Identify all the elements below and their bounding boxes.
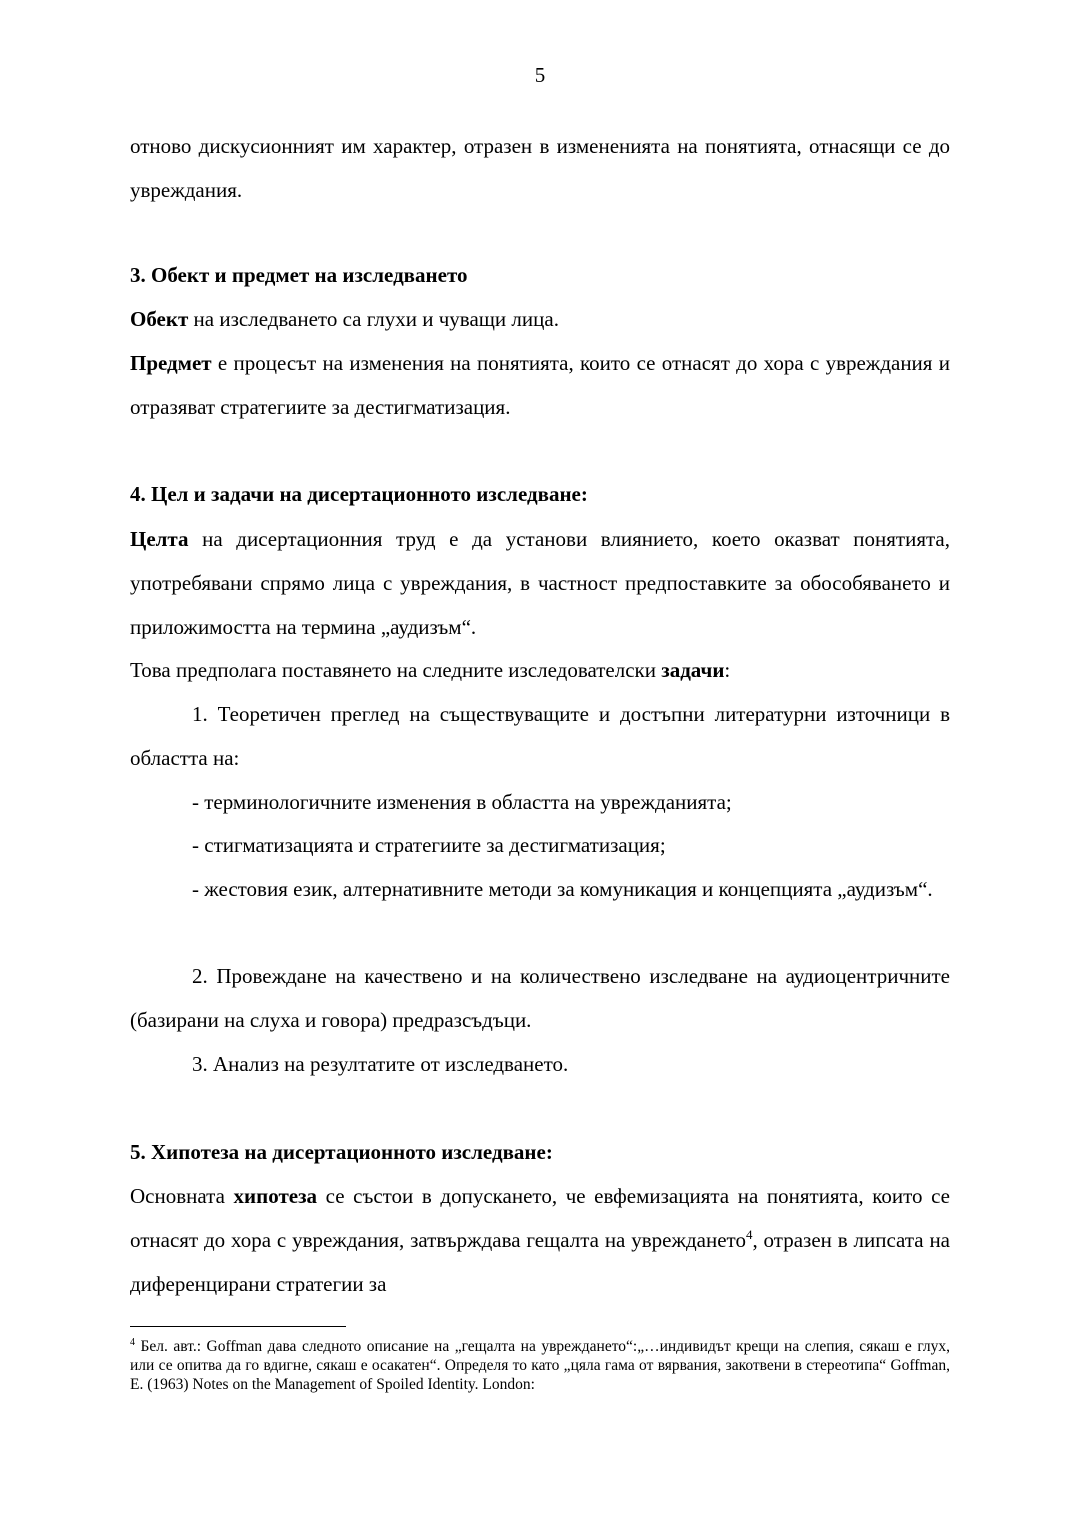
footnote-reference: 4: [745, 1227, 753, 1242]
goal-paragraph: [130, 517, 950, 649]
footnote-separator: [130, 1326, 346, 1327]
hypothesis-paragraph: [130, 1174, 950, 1306]
section-3-heading: 3. Обект и предмет на изследването: [130, 263, 468, 287]
subject-label: Предмет: [130, 351, 212, 375]
footnote-text: Бел. авт.: Goffman дава следното описание на „гещалта на увреждането“:„…индивидът крещи на слепия, сякаш е глух, или се опитва да го вдигне, сякаш е осакатен“. Определя то като „цяла гама от вярвания, закотвени в стереотипа“ Goffman, E. (1963) Notes on the Management of Spoiled Identity. London:: [130, 1338, 950, 1393]
subject-paragraph: [130, 341, 950, 429]
page-number: 5: [534, 63, 546, 87]
hypothesis-text: се състои в допускането, че евфемизацията на понятията, които се отнасят до хора с увреждания, затвърждава гещалта на увреждането: [130, 1184, 950, 1252]
section-4-heading: 4. Цел и задачи на дисертационното изследване:: [130, 482, 588, 506]
hypothesis-text-start: Основната: [130, 1184, 234, 1208]
task-2: 2. Провеждане на качествено и на количествено изследване на аудиоцентричните (базирани на слуха и говора) предразсъдъци.: [130, 964, 950, 1032]
task-1-bullet-1: - терминологичните изменения в областта на уврежданията;: [192, 790, 732, 814]
footnote-mark: 4: [130, 1336, 135, 1348]
tasks-intro-colon: :: [724, 658, 731, 682]
hypothesis-text-end: , отразен в липсата на диференцирани стратегии за: [130, 1228, 951, 1296]
task-1: 1. Теоретичен преглед на съществуващите и достъпни литературни източници в областта на:: [130, 702, 950, 770]
goal-label: Целта: [130, 527, 189, 551]
object-label: Обект: [130, 307, 189, 331]
tasks-intro-paragraph: [130, 648, 950, 692]
subject-text: е процесът на изменения на понятията, които се отнасят до хора с увреждания и отразяват стратегиите за дестигматизация.: [130, 351, 950, 419]
goal-text: на дисертационния труд е да установи влиянието, което оказват понятията, употребявани спрямо лица с увреждания, в частност предпоставките за обособяването и приложимостта на термина „аудизъм“.: [130, 527, 950, 639]
task-1-bullet-2: - стигматизацията и стратегиите за дестигматизация;: [192, 833, 666, 857]
footnote-4: [130, 1337, 950, 1394]
task-3: 3. Анализ на резултатите от изследването.: [192, 1052, 569, 1076]
intro-paragraph: отново дискусионният им характер, отразен в измененията на понятията, отнасящи се до увреждания.: [130, 134, 950, 202]
hypothesis-word: хипотеза: [233, 1184, 318, 1208]
tasks-intro-text: Това предполага поставянето на следните изследователски: [130, 658, 662, 682]
task-1-bullet-3: - жестовия език, алтернативните методи за комуникация и концепцията „аудизъм“.: [192, 877, 933, 901]
object-text: на изследването са глухи и чуващи лица.: [188, 307, 559, 331]
section-5-heading: 5. Хипотеза на дисертационното изследване:: [130, 1140, 553, 1164]
tasks-word: задачи: [661, 658, 725, 682]
object-paragraph: [130, 297, 950, 341]
